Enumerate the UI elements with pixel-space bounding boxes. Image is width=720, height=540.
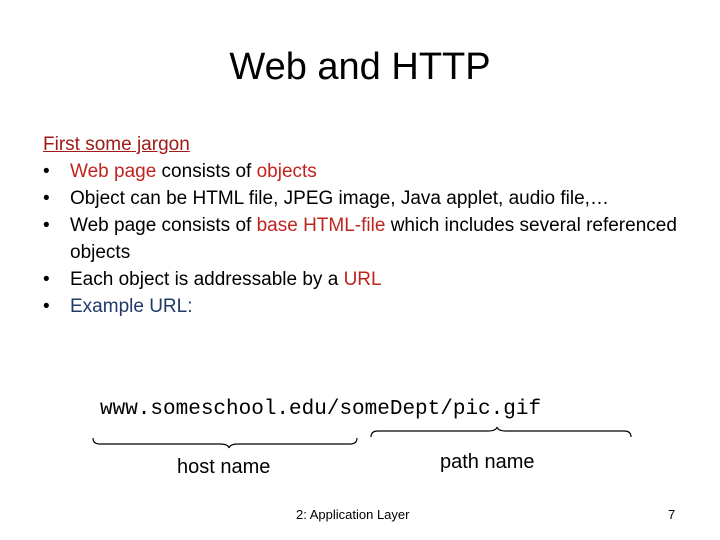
example-url: www.someschool.edu/someDept/pic.gif [100,398,542,421]
bullet-text-part: Object can be HTML file, JPEG image, Java applet, audio file,… [70,188,609,209]
footer-chapter: 2: Application Layer [296,507,410,522]
bullet-dot: • [43,161,50,182]
bullet-text-part: consists of [156,161,257,182]
host-brace [93,438,357,448]
bullet-dot: • [43,188,50,209]
bullet-text-part: base HTML-file [256,215,386,236]
path-name-label: path name [440,451,535,473]
slide-title: Web and HTTP [229,46,491,88]
bullet-dot: • [43,215,50,236]
page-number: 7 [668,507,676,522]
bullet-dot: • [43,296,50,317]
bullet-text-part: which includes several referenced objects [70,215,677,263]
bullet-text-part: Web page [70,161,157,182]
path-brace [371,427,631,437]
bullet-text-part: objects [256,161,317,182]
bullet-dot: • [43,269,50,290]
bullet-text-part: Web page consists of [70,215,257,236]
bullet-text-part: Example URL: [70,296,193,317]
bullet-text-part: URL [343,269,382,290]
bullet-text-part: Each object is addressable by a [70,269,344,290]
host-name-label: host name [177,456,271,478]
intro-heading: First some jargon [43,134,190,155]
